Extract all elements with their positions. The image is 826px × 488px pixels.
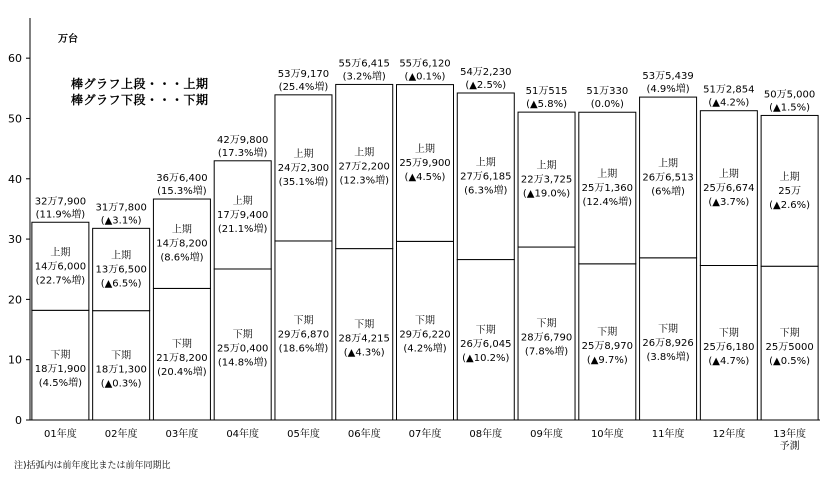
upper-value-label: 26万6,513: [642, 172, 694, 184]
upper-period-name: 上期: [354, 147, 375, 159]
x-tick-label: 12年度: [712, 429, 746, 440]
lower-value-label: 29万6,220: [399, 329, 451, 341]
lower-value-label: 21万8,200: [156, 353, 208, 365]
x-tick-label: 13年度: [773, 429, 806, 440]
upper-value-label: 24万2,300: [277, 162, 330, 174]
lower-change-label: (▲0.3%): [100, 378, 142, 390]
lower-value-label: 18万1,900: [34, 364, 87, 376]
upper-period-name: 上期: [718, 169, 739, 181]
lower-period-name: 下期: [415, 315, 435, 327]
upper-value-label: 25万1,360: [581, 183, 633, 195]
upper-value-label: 25万: [778, 185, 801, 197]
lower-value-label: 28万4,215: [338, 333, 390, 345]
upper-change-label: (▲3.7%): [708, 197, 750, 209]
total-change-label: (▲4.2%): [708, 97, 750, 109]
total-change-label: (▲0.1%): [404, 71, 446, 83]
x-tick-sublabel: 予測: [779, 441, 800, 452]
upper-period-name: 上期: [415, 143, 435, 155]
upper-value-label: 25万6,674: [703, 183, 755, 195]
y-tick-label: 30: [8, 233, 22, 247]
lower-change-label: (▲10.2%): [462, 352, 510, 364]
total-value-label: 32万7,900: [34, 196, 87, 208]
upper-period-name: 上期: [779, 171, 800, 183]
lower-change-label: (14.8%増): [217, 357, 268, 369]
total-value-label: 51万2,854: [703, 84, 755, 96]
lower-change-label: (▲9.7%): [586, 354, 628, 366]
upper-change-label: (35.1%増): [278, 176, 329, 188]
lower-period-name: 下期: [50, 350, 71, 362]
lower-value-label: 29万6,870: [277, 329, 330, 341]
footnote: 注)括弧内は前年度比または前年同期比: [14, 461, 171, 471]
total-value-label: 50万5,000: [763, 89, 816, 101]
upper-value-label: 14万6,000: [34, 261, 87, 273]
total-value-label: 51万330: [586, 86, 629, 98]
total-change-label: (25.4%増): [278, 81, 329, 93]
upper-period-name: 上期: [50, 247, 71, 259]
upper-period-name: 上期: [658, 158, 679, 170]
upper-change-label: (▲4.5%): [404, 171, 446, 183]
legend-lower-line: 棒グラフ下段・・・下期: [71, 93, 209, 107]
lower-period-name: 下期: [171, 339, 192, 351]
x-tick-label: 09年度: [530, 429, 563, 440]
lower-change-label: (3.8%増): [646, 351, 690, 363]
total-value-label: 53万5,439: [642, 71, 694, 83]
total-value-label: 42万9,800: [217, 134, 269, 146]
x-tick-label: 07年度: [408, 429, 442, 440]
upper-change-label: (12.3%増): [339, 175, 390, 187]
total-change-label: (▲1.5%): [769, 102, 811, 114]
upper-value-label: 22万3,725: [520, 174, 573, 186]
lower-period-name: 下期: [658, 323, 679, 335]
upper-period-name: 上期: [536, 160, 557, 172]
total-change-label: (▲5.8%): [526, 99, 567, 111]
lower-period-name: 下期: [779, 328, 800, 340]
lower-period-name: 下期: [354, 319, 375, 331]
total-change-label: (▲2.5%): [465, 79, 507, 91]
lower-period-name: 下期: [718, 327, 739, 339]
y-tick-label: 10: [8, 353, 22, 367]
upper-change-label: (6.3%増): [464, 185, 508, 197]
total-value-label: 31万7,800: [95, 202, 147, 214]
x-tick-label: 08年度: [469, 429, 503, 440]
lower-period-name: 下期: [293, 315, 314, 327]
x-tick-label: 05年度: [287, 429, 320, 440]
lower-value-label: 25万5000: [765, 342, 814, 354]
lower-change-label: (▲0.5%): [769, 356, 811, 368]
y-axis-unit-label: 万台: [58, 34, 78, 45]
total-change-label: (17.3%増): [217, 147, 268, 159]
total-value-label: 53万9,170: [277, 68, 330, 80]
lower-change-label: (4.2%増): [403, 343, 447, 355]
upper-change-label: (22.7%増): [35, 275, 86, 287]
lower-value-label: 18万1,300: [95, 364, 147, 376]
upper-period-name: 上期: [232, 195, 253, 207]
legend-upper-line: 棒グラフ上段・・・上期: [71, 77, 209, 91]
total-value-label: 54万2,230: [460, 66, 512, 78]
lower-period-name: 下期: [475, 324, 496, 336]
lower-period-name: 下期: [111, 350, 132, 362]
lower-value-label: 25万0,400: [217, 343, 269, 355]
lower-period-name: 下期: [536, 318, 557, 330]
upper-change-label: (12.4%増): [582, 197, 633, 209]
x-tick-label: 03年度: [165, 429, 199, 440]
x-tick-label: 11年度: [651, 429, 685, 440]
lower-period-name: 下期: [597, 326, 618, 338]
total-value-label: 55万6,415: [338, 58, 390, 70]
y-tick-label: 60: [8, 52, 22, 66]
upper-period-name: 上期: [475, 157, 496, 169]
x-tick-label: 06年度: [347, 429, 381, 440]
y-tick-label: 20: [8, 293, 22, 307]
lower-period-name: 下期: [232, 329, 253, 341]
y-tick-label: 50: [8, 112, 22, 126]
upper-period-name: 上期: [597, 169, 618, 181]
upper-change-label: (8.6%増): [160, 252, 204, 264]
lower-change-label: (▲4.3%): [343, 347, 385, 359]
total-value-label: 51万515: [525, 86, 568, 98]
total-value-label: 36万6,400: [156, 173, 208, 185]
upper-change-label: (6%増): [651, 186, 685, 198]
upper-change-label: (▲2.6%): [769, 199, 811, 211]
lower-value-label: 25万8,970: [581, 340, 633, 352]
total-change-label: (▲3.1%): [100, 215, 142, 227]
x-tick-label: 01年度: [44, 429, 77, 440]
y-tick-label: 40: [8, 172, 22, 186]
upper-period-name: 上期: [171, 224, 192, 236]
lower-value-label: 26万6,045: [460, 338, 512, 350]
lower-change-label: (▲4.7%): [708, 355, 750, 367]
total-value-label: 55万6,120: [399, 58, 451, 70]
total-change-label: (11.9%増): [35, 209, 86, 221]
lower-change-label: (20.4%増): [157, 367, 207, 379]
upper-change-label: (▲6.5%): [100, 278, 142, 290]
upper-value-label: 25万9,900: [399, 157, 451, 169]
total-change-label: (0.0%): [590, 99, 624, 111]
upper-change-label: (21.1%増): [217, 223, 268, 235]
upper-value-label: 27万6,185: [460, 171, 512, 183]
lower-change-label: (18.6%増): [278, 343, 329, 355]
upper-change-label: (▲19.0%): [522, 188, 571, 200]
x-tick-label: 10年度: [590, 429, 624, 440]
y-tick-label: 0: [15, 414, 22, 427]
lower-value-label: 26万8,926: [642, 337, 694, 349]
x-tick-label: 02年度: [104, 429, 138, 440]
lower-value-label: 28万6,790: [520, 332, 573, 344]
upper-period-name: 上期: [111, 250, 132, 262]
upper-value-label: 13万6,500: [95, 264, 147, 276]
total-change-label: (15.3%増): [157, 186, 207, 198]
x-tick-label: 04年度: [226, 429, 260, 440]
upper-value-label: 27万2,200: [338, 161, 390, 173]
lower-change-label: (7.8%増): [524, 346, 569, 358]
total-change-label: (3.2%増): [342, 71, 386, 83]
upper-value-label: 14万8,200: [156, 238, 208, 250]
lower-value-label: 25万6,180: [703, 341, 755, 353]
lower-change-label: (4.5%増): [38, 378, 82, 390]
upper-period-name: 上期: [293, 148, 314, 160]
total-change-label: (4.9%増): [646, 84, 690, 96]
upper-value-label: 17万9,400: [217, 209, 269, 221]
